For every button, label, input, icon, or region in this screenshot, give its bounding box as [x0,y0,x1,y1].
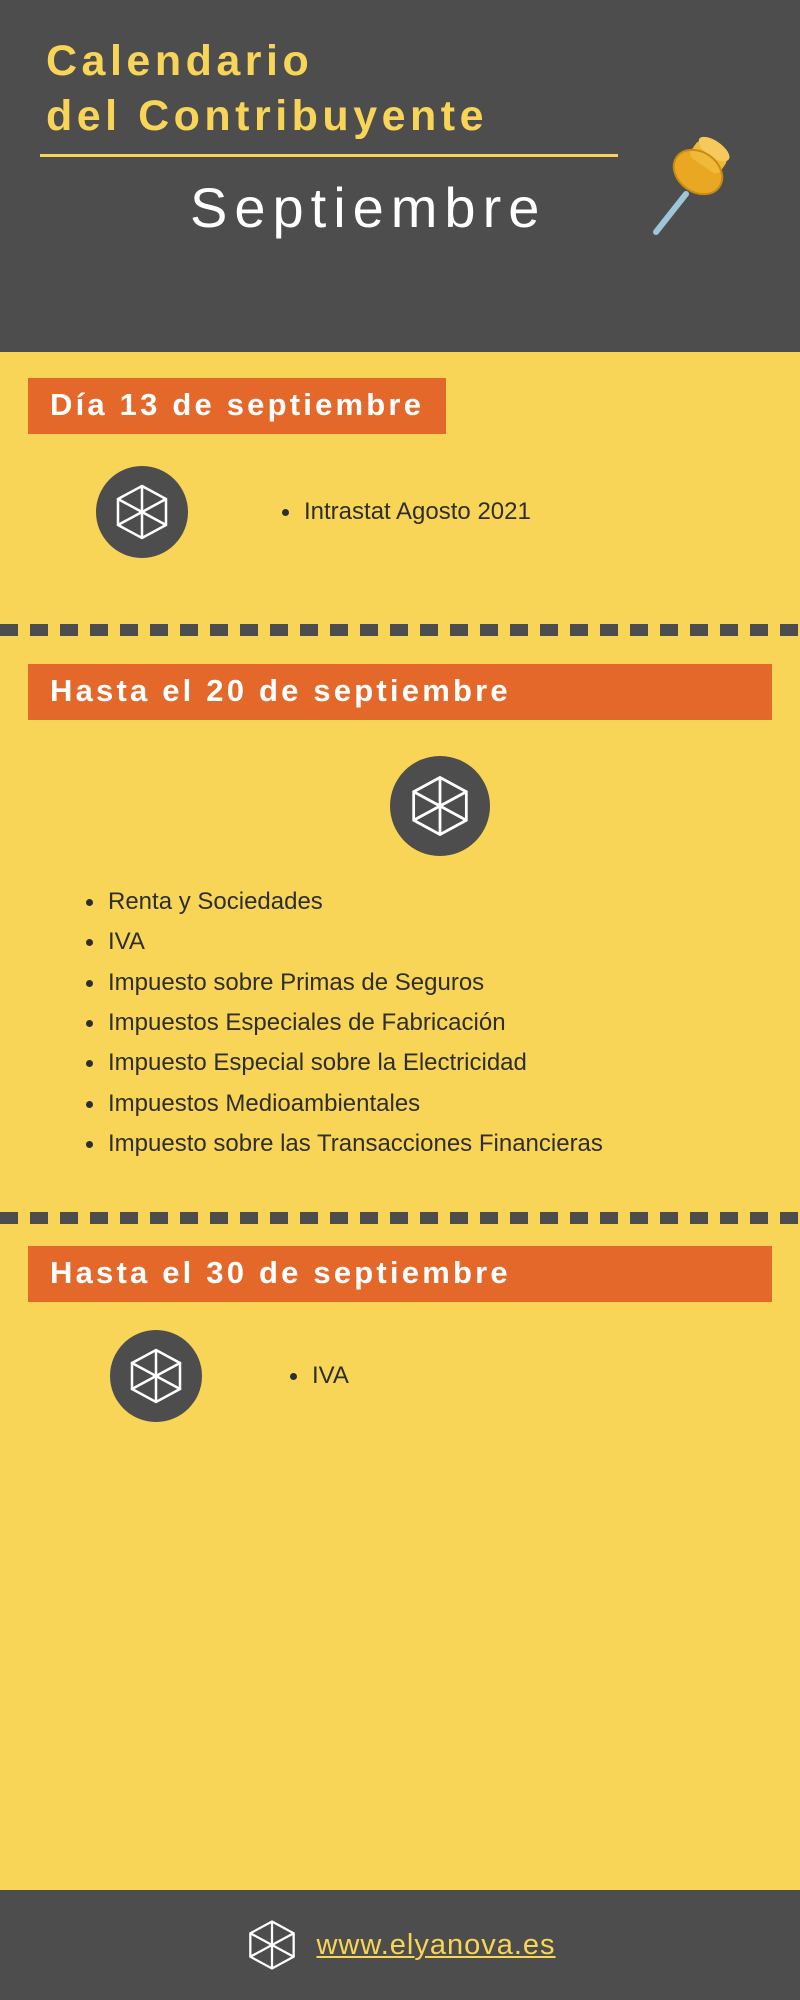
company-hexagon-logo [244,1917,300,1973]
header [0,0,800,352]
section-content-row [28,1330,772,1422]
list-item: Impuestos Medioambientales [82,1084,772,1124]
dashed-divider [0,624,800,636]
list-item: IVA [82,922,772,962]
company-hexagon-logo [390,756,490,856]
list-item: Intrastat Agosto 2021 [278,492,531,532]
section-band-label: Hasta el 30 de septiembre [28,1246,772,1302]
footer [0,1890,800,2000]
list-item: Renta y Sociedades [82,882,772,922]
section-item-list [278,492,531,532]
company-hexagon-logo [110,1330,202,1422]
pushpin-icon [628,120,738,240]
company-hexagon-logo [96,466,188,558]
section-hasta-20 [0,636,800,1164]
list-item: Impuestos Especiales de Fabricación [82,1003,772,1043]
list-item: Impuesto sobre Primas de Seguros [82,963,772,1003]
title-divider [40,154,618,157]
section-item-list [28,882,772,1164]
list-item: Impuesto sobre las Transacciones Financieras [82,1124,772,1164]
website-link[interactable]: www.elyanova.es [316,1928,556,1961]
section-content-row [28,466,772,558]
section-band-label: Día 13 de septiembre [28,378,446,434]
list-item: IVA [286,1356,349,1396]
page-title-line1: Calendario [46,37,314,85]
section-hasta-30 [0,1224,800,1422]
dashed-divider [0,1212,800,1224]
page-title-line2: del Contribuyente [46,92,489,141]
content-body [0,352,800,1890]
section-item-list [286,1356,349,1396]
section-band-label: Hasta el 20 de septiembre [28,664,772,720]
list-item: Impuesto Especial sobre la Electricidad [82,1043,772,1083]
section-dia-13 [0,352,800,558]
section-logo-row [28,756,772,856]
month-subtitle: Septiembre [190,176,547,240]
